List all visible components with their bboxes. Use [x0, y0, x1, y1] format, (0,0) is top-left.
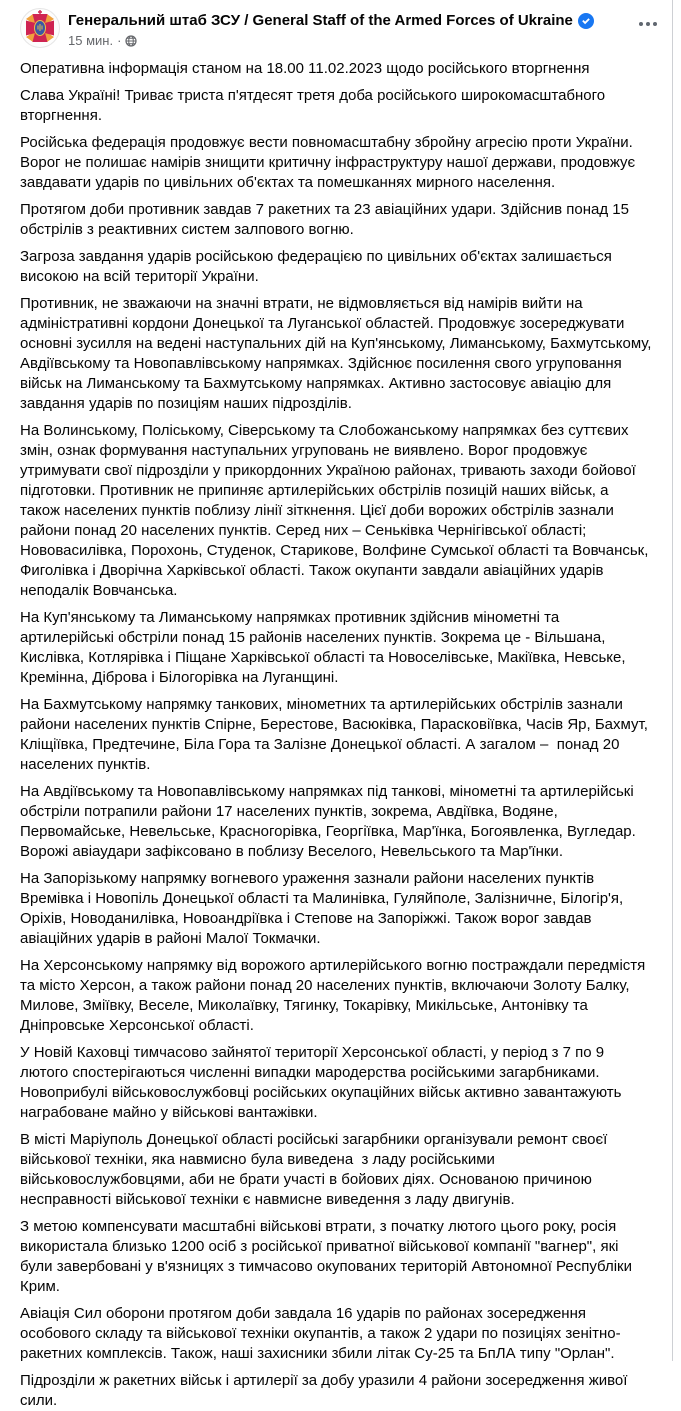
post-paragraph: Противник, не зважаючи на значні втрати, не відмовляється від намірів вийти на адміністративні кордони Донецької та Луганської областей. Продовжує зосереджувати основні зусилля на ведені наступальних дій на Куп'янському, Лиманському, Бахмутському, Авдіївському та Новопавлівському напрямках. Здійснює посилення свого угруповання військ на Лиманському та Бахмутському напрямках. Активно застосовує авіацію для завдання ударів по позиціям наших підрозділів.	[20, 295, 656, 412]
post-paragraph: На Бахмутському напрямку танкових, мінометних та артилерійських обстрілів зазнали райони населених пунктів Спірне, Берестове, Васюківка, Парасковіївка, Часів Яр, Бахмут, Кліщіївка, Предтечине, Біла Гора та Залізне Донецької області. А загалом – понад 20 населених пунктів.	[20, 696, 653, 773]
post-paragraph: Загроза завдання ударів російською федерацією по цивільних об'єктах залишається високою на всій території України.	[20, 248, 617, 285]
page-name-row	[68, 11, 594, 31]
post-paragraph: Російська федерація продовжує вести повномасштабну збройну агресію проти України. Ворог не полишає намірів знищити критичну інфраструктуру нашої держави, продовжує завдавати ударів по цивільних об'єктах та помешканнях мирного населення.	[20, 134, 640, 191]
post-paragraph: На Авдіївському та Новопавлівському напрямках під танкові, мінометні та артилерійські обстріли потрапили райони 17 населених пунктів, зокрема, Авдіївка, Водяне, Первомайське, Невельське, Красногорівка, Георгіївка, Мар'їнка, Богоявленка, Вугледар. Ворожі авіаудари зафіксовано в поблизу Веселого, Невельського та Мар'їнки.	[20, 783, 640, 860]
post-paragraph: У Новій Каховці тимчасово зайнятої території Херсонської області, у період з 7 по 9 лютого спостерігаються численні випадки мародерства російськими загарбниками. Новоприбулі військовослужбовці російських окупаційних військ активно завантажують награбоване майно у військові вантажівки.	[20, 1044, 626, 1121]
verified-badge-icon	[578, 13, 594, 29]
header-text	[68, 8, 594, 49]
post-paragraph: Протягом доби противник завдав 7 ракетних та 23 авіаційних удари. Здійснив понад 15 обстрілів з реактивних систем залпового вогню.	[20, 201, 634, 238]
post-paragraph: В місті Маріуполь Донецької області російські загарбники організували ремонт своєї військової техніки, яка навмисно була виведена з ладу російськими військовослужбовцями, аби не брати участі в бойових діях. Основаною причиною несправності військової техніки є навмисне виведення з ладу двигунів.	[20, 1131, 612, 1208]
post-text	[0, 49, 672, 1411]
general-staff-emblem-icon	[20, 8, 60, 48]
post-paragraph: На Волинському, Поліському, Сіверському та Слобожанському напрямках без суттєвих змін, ознак формування наступальних угруповань не виявлено. Ворог продовжує утримувати свої підрозділи у прикордонних Україною районах, тривають заходи бойової підготовки. Противник не припиняє артилерійських обстрілів позицій наших військ, а також населених пунктів поблизу лінії зіткнення. Цієї доби ворожих обстрілів зазнали райони понад 20 населених пунктів. Серед них – Сеньківка Чернігівської області; Нововасилівка, Порохонь, Студенок, Старикове, Волфине Сумської області та Вовчанськ, Фиголівка і Дворічна Харківської області. Також окупанти завдали авіаційних ударів неподалік Вовчанська.	[20, 422, 653, 599]
post-header	[0, 0, 672, 49]
globe-icon	[125, 35, 137, 47]
post-paragraph: На Куп'янському та Лиманському напрямках противник здійснив мінометні та артилерійські обстріли понад 15 районів населених пунктів. Зокрема це - Вільшана, Кислівка, Котлярівка і Піщане Харківської області та Новоселівське, Макіївка, Невське, Кремінна, Діброва і Білогорівка на Луганщині.	[20, 609, 630, 686]
post-paragraph: З метою компенсувати масштабні військові втрати, з початку лютого цього року, росія використала близько 1200 осіб з російської приватної військової компанії "вагнер", які були завербовані у в'язницях з тимчасово окупованих територій Автономної Республіки Крим.	[20, 1218, 637, 1295]
post-paragraph: Підрозділи ж ракетних військ і артилерії за добу уразили 4 райони зосередження живої сили.	[20, 1372, 632, 1409]
page-avatar[interactable]	[20, 8, 60, 48]
post-paragraph: Слава Україні! Триває триста п'ятдесят третя доба російського широкомасштабного вторгнення.	[20, 87, 610, 124]
post-paragraph: На Запорізькому напрямку вогневого ураження зазнали райони населених пунктів Времівка і Новопіль Донецької області та Малинівка, Гуляйполе, Залізничне, Білогір'я, Оріхів, Новоданилівка, Новоандріївка і Степове на Запоріжжі. Також ворог завдав авіаційних ударів в районі Малої Токмачки.	[20, 870, 628, 947]
post-paragraph: Оперативна інформація станом на 18.00 11.02.2023 щодо російського вторгнення	[20, 60, 590, 77]
ellipsis-icon	[637, 14, 658, 29]
post-paragraph: Авіація Сил оборони протягом доби завдала 16 ударів по районах зосередження особового складу та військової техніки окупантів, а також 2 удари по позиціях зенітно-ракетних комплексів. Також, наші захисники збили літак Су-25 та БпЛА типу "Орлан".	[20, 1305, 621, 1362]
page-name-link[interactable]: Генеральний штаб ЗСУ / General Staff of the Armed Forces of Ukraine	[68, 12, 573, 29]
post-timestamp[interactable]: 15 мин.	[68, 33, 114, 48]
post-meta	[68, 33, 594, 49]
post-paragraph: На Херсонському напрямку від ворожого артилерійського вогню постраждали передмістя та місто Херсон, а також райони понад 20 населених пунктів, включаючи Золоту Балку, Милове, Зміївку, Веселе, Миколаївку, Тягинку, Токарівку, Микільське, Антонівку та Дніпровське Херсонської області.	[20, 957, 650, 1034]
more-options-button[interactable]	[629, 14, 666, 34]
meta-separator: ·	[117, 33, 122, 48]
